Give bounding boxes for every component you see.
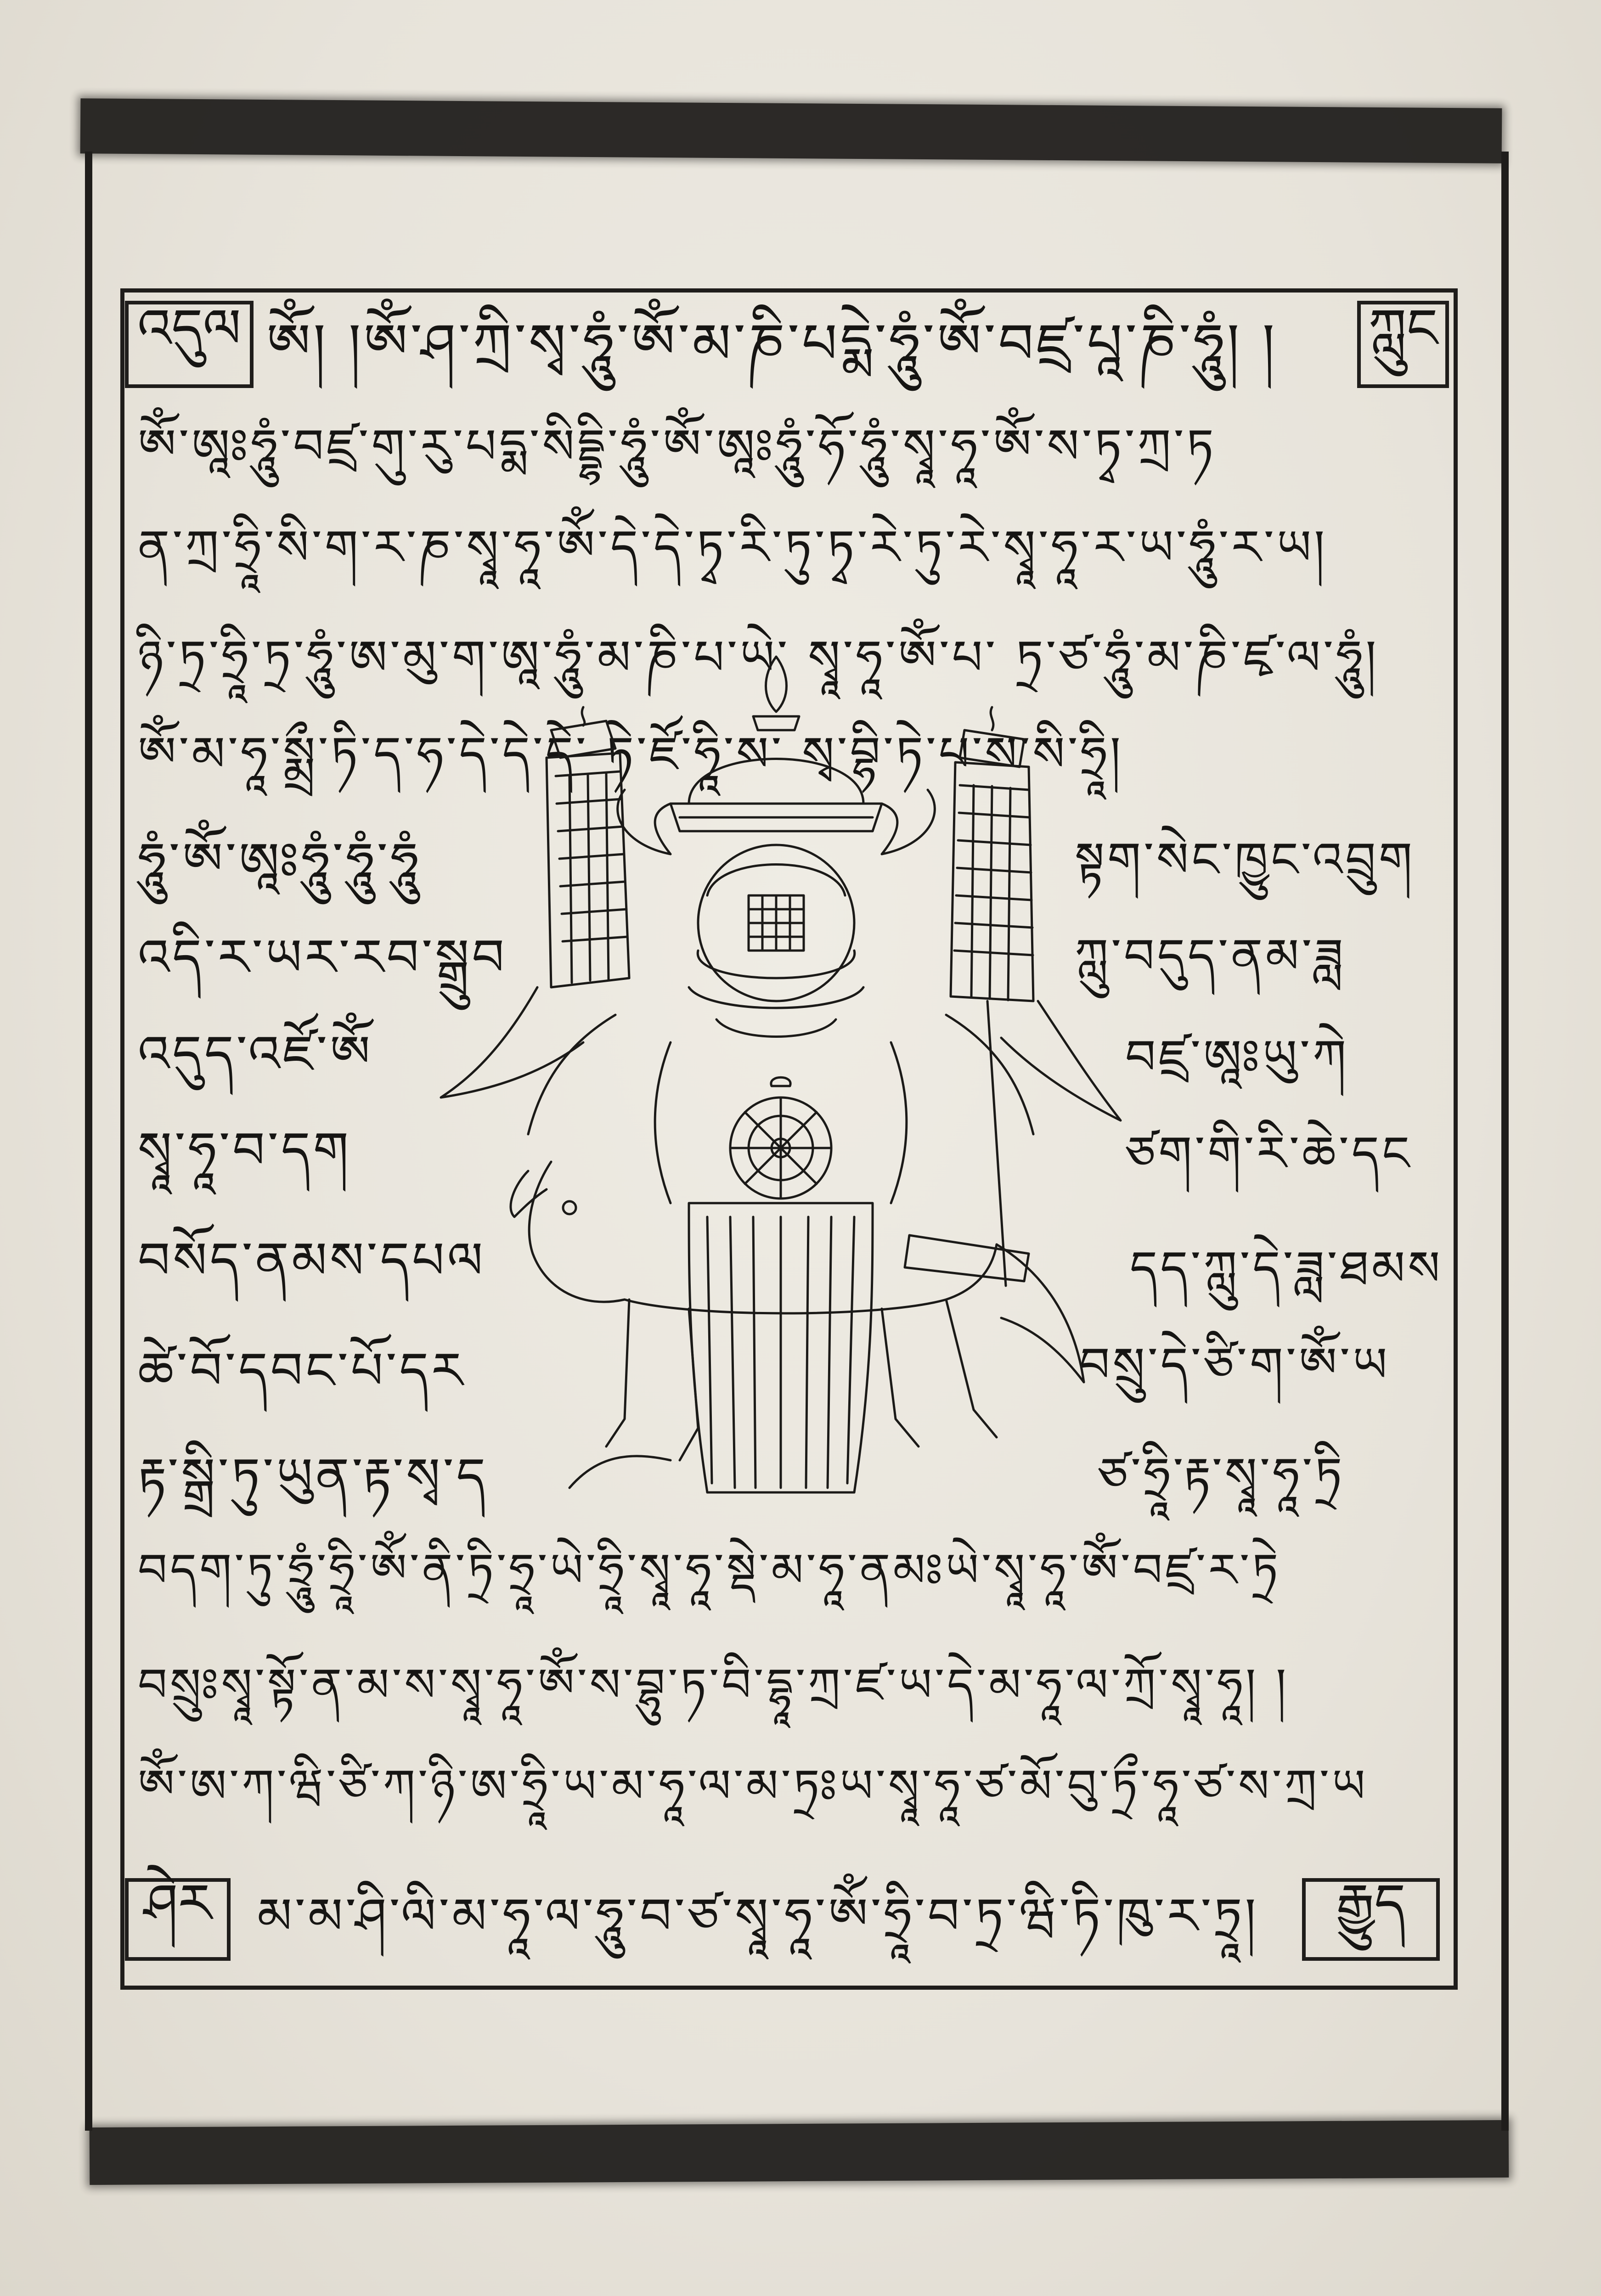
text-line: ཙ་ཧྲཱི་རྟ་སྭཱ་ཧཱ་ཏྲི — [1098, 1447, 1345, 1503]
text-line: ཚེ་བོ་དབང་པོ་དར — [138, 1341, 466, 1400]
text-line: ཨོཾ་མ་ཧཱ་སྨྲྀ་ཏི་ད་ཧ་དེ་དེ་དེ་ ཏེ་ཛོ་ཧཱི་ས་ སྭ་བྷི་ཏེ་པ་ས་སི་ཧྲཱི། — [138, 726, 1123, 782]
text-line: བཛྲ་ཨཱཿཡུ་ཀེ — [1125, 1029, 1349, 1085]
windhorse-illustration — [432, 638, 1148, 1548]
top-right-label: ཀླུང — [1357, 301, 1449, 388]
text-line: བསྲུ་དེ་ཙི་ག་ཨོཾ་ཡ — [1079, 1337, 1390, 1393]
text-line: ཧཱུཾ་ཨོཾ་ཨཱཿཧཱུཾ་ཧཱུཾ་ཧཱུཾ — [138, 832, 422, 890]
text-line: བསོད་ནམས་དཔལ — [138, 1231, 486, 1290]
text-line: སྭཱ་ཧཱ་བ་དག — [138, 1121, 352, 1180]
bowl-dome — [689, 759, 863, 804]
horse-body — [511, 1162, 1084, 1488]
text-line: ཀླུ་བདུད་ནམ་ཟླ — [1075, 928, 1346, 984]
text-line: འདི་ར་ཡར་རབ་སྒྲུབ — [138, 928, 507, 987]
text-line: བསྲུཿསྭཱ་སྟོ་ན་མ་ས་སྭཱ་ཧཱ་ཨོཾ་ས་བྷུ་ཏ་བི་དྷཱ་ཀྲ་ཛ་ཡ་དེ་མ་ཧཱ་ལ་ཀྲོ་སྭཱ་ཧཱ། ། — [138, 1658, 1289, 1712]
text-line: སྟག་སེང་ཁྱུང་འབྲུག — [1075, 832, 1415, 888]
text-line: ཙག་གི་རི་ཆེ་དང — [1125, 1125, 1413, 1182]
top-left-label: འདུལ — [125, 301, 254, 388]
text-line: རྟ་སྒྲི་ཏུ་ཡུན་རྟ་སྭ་ད — [138, 1447, 489, 1506]
dharma-wheel — [730, 1077, 831, 1199]
text-line: འདུད་འཛོ་ཨོཾ — [138, 1024, 373, 1083]
text-line: ཨོཾ་ཨ་ཀ་ཝི་ཙི་ཀ་ཉི་ཨ་ཧྲཱི་ཡ་མ་ཧཱ་ལ་མ་ཏྲཿཡ་སྭཱ་ཧཱ་ཙ་མོ་བུ་ཏྲྀ་ཧཱ་ཙ་ས་ཀྲ་ཡ — [138, 1759, 1368, 1813]
lotus-endless-knot — [689, 845, 863, 1037]
text-line: ཉི་ཏྲ་ཧྲཱི་ཏྲ་ཧཱུཾ་ཨ་མུ་ག་ཨཱ་ཧཱུཾ་མ་ཎི་པ་ཡེ་ སྭཱ་ཧཱ་ཨོཾ་པ་ ཏྲ་ཙ་ཧཱུཾ་མ་ཎི་ཛྭ་ལ་ཧཱུཾ། — [138, 630, 1379, 686]
text-line: ཨོཾ་ཨཱཿཧཱུཾ་བཛྲ་གུ་རུ་པདྨ་སིདྡྷི་ཧཱུཾ་ཨོཾ་ཨཱཿཧཱུཾ་ཧོ་ཧཱུཾ་སྭཱ་ཧཱ་ཨོཾ་ས་ཏྭ་ཀྲ་ཏ — [138, 418, 1217, 474]
text-line: བདག་ཏུ་ཧྲཱུཾ་ཧྲཱི་ཨོཾ་ནི་ཏྲི་ཧྲཱ་ཡེ་ཧྲཱི་སྭཱ་ཧཱ་སྡེ་མ་ཧཱ་ནམཿཡེ་སྭཱ་ཧཱ་ཨོཾ་བཛྲ་ར་ཏྲེ — [138, 1543, 1281, 1597]
bottom-right-label: རྒྱུད — [1302, 1878, 1440, 1961]
text-line: ན་ཀྲ་ཧྲཱི་སི་ག་ར་ཎ་སྭཱ་ཧཱ་ཨོཾ་དེ་དེ་ཏྭ་རི་ཏུ་ཏྭ་རེ་ཏུ་རེ་སྭཱ་ཧཱ་ར་ཡ་ཧཱུཾ་ར་ཡ། — [138, 519, 1328, 575]
text-line: མ་མ་ཤི་ལི་མ་ཧཱ་ལ་ཧཱུ་བ་ཙ་སྭཱ་ཧཱ་ཨོཾ་ཧྲཱི་བ་ཏྲ་ཝི་ཏི་ཁུ་ར་ཏྲཱ། — [257, 1888, 1259, 1945]
jewel-finial — [766, 657, 787, 712]
right-banner — [951, 707, 1121, 1286]
left-banner — [441, 707, 629, 1097]
bottom-left-label: ཤེར — [125, 1878, 231, 1961]
text-line: དད་ཀླུ་དེ་ཟླ་ཐམས — [1130, 1240, 1443, 1296]
text-line: ༀ། །ཨོཾ་ཤ་ཀྲི་སྭ་ཧཱུཾ་ཨོཾ་མ་ཎི་པདྨེ་ཧཱུཾ་ཨོཾ་བཛྲ་པཱ་ཎི་ཧཱུཾ། ། — [266, 312, 1278, 376]
